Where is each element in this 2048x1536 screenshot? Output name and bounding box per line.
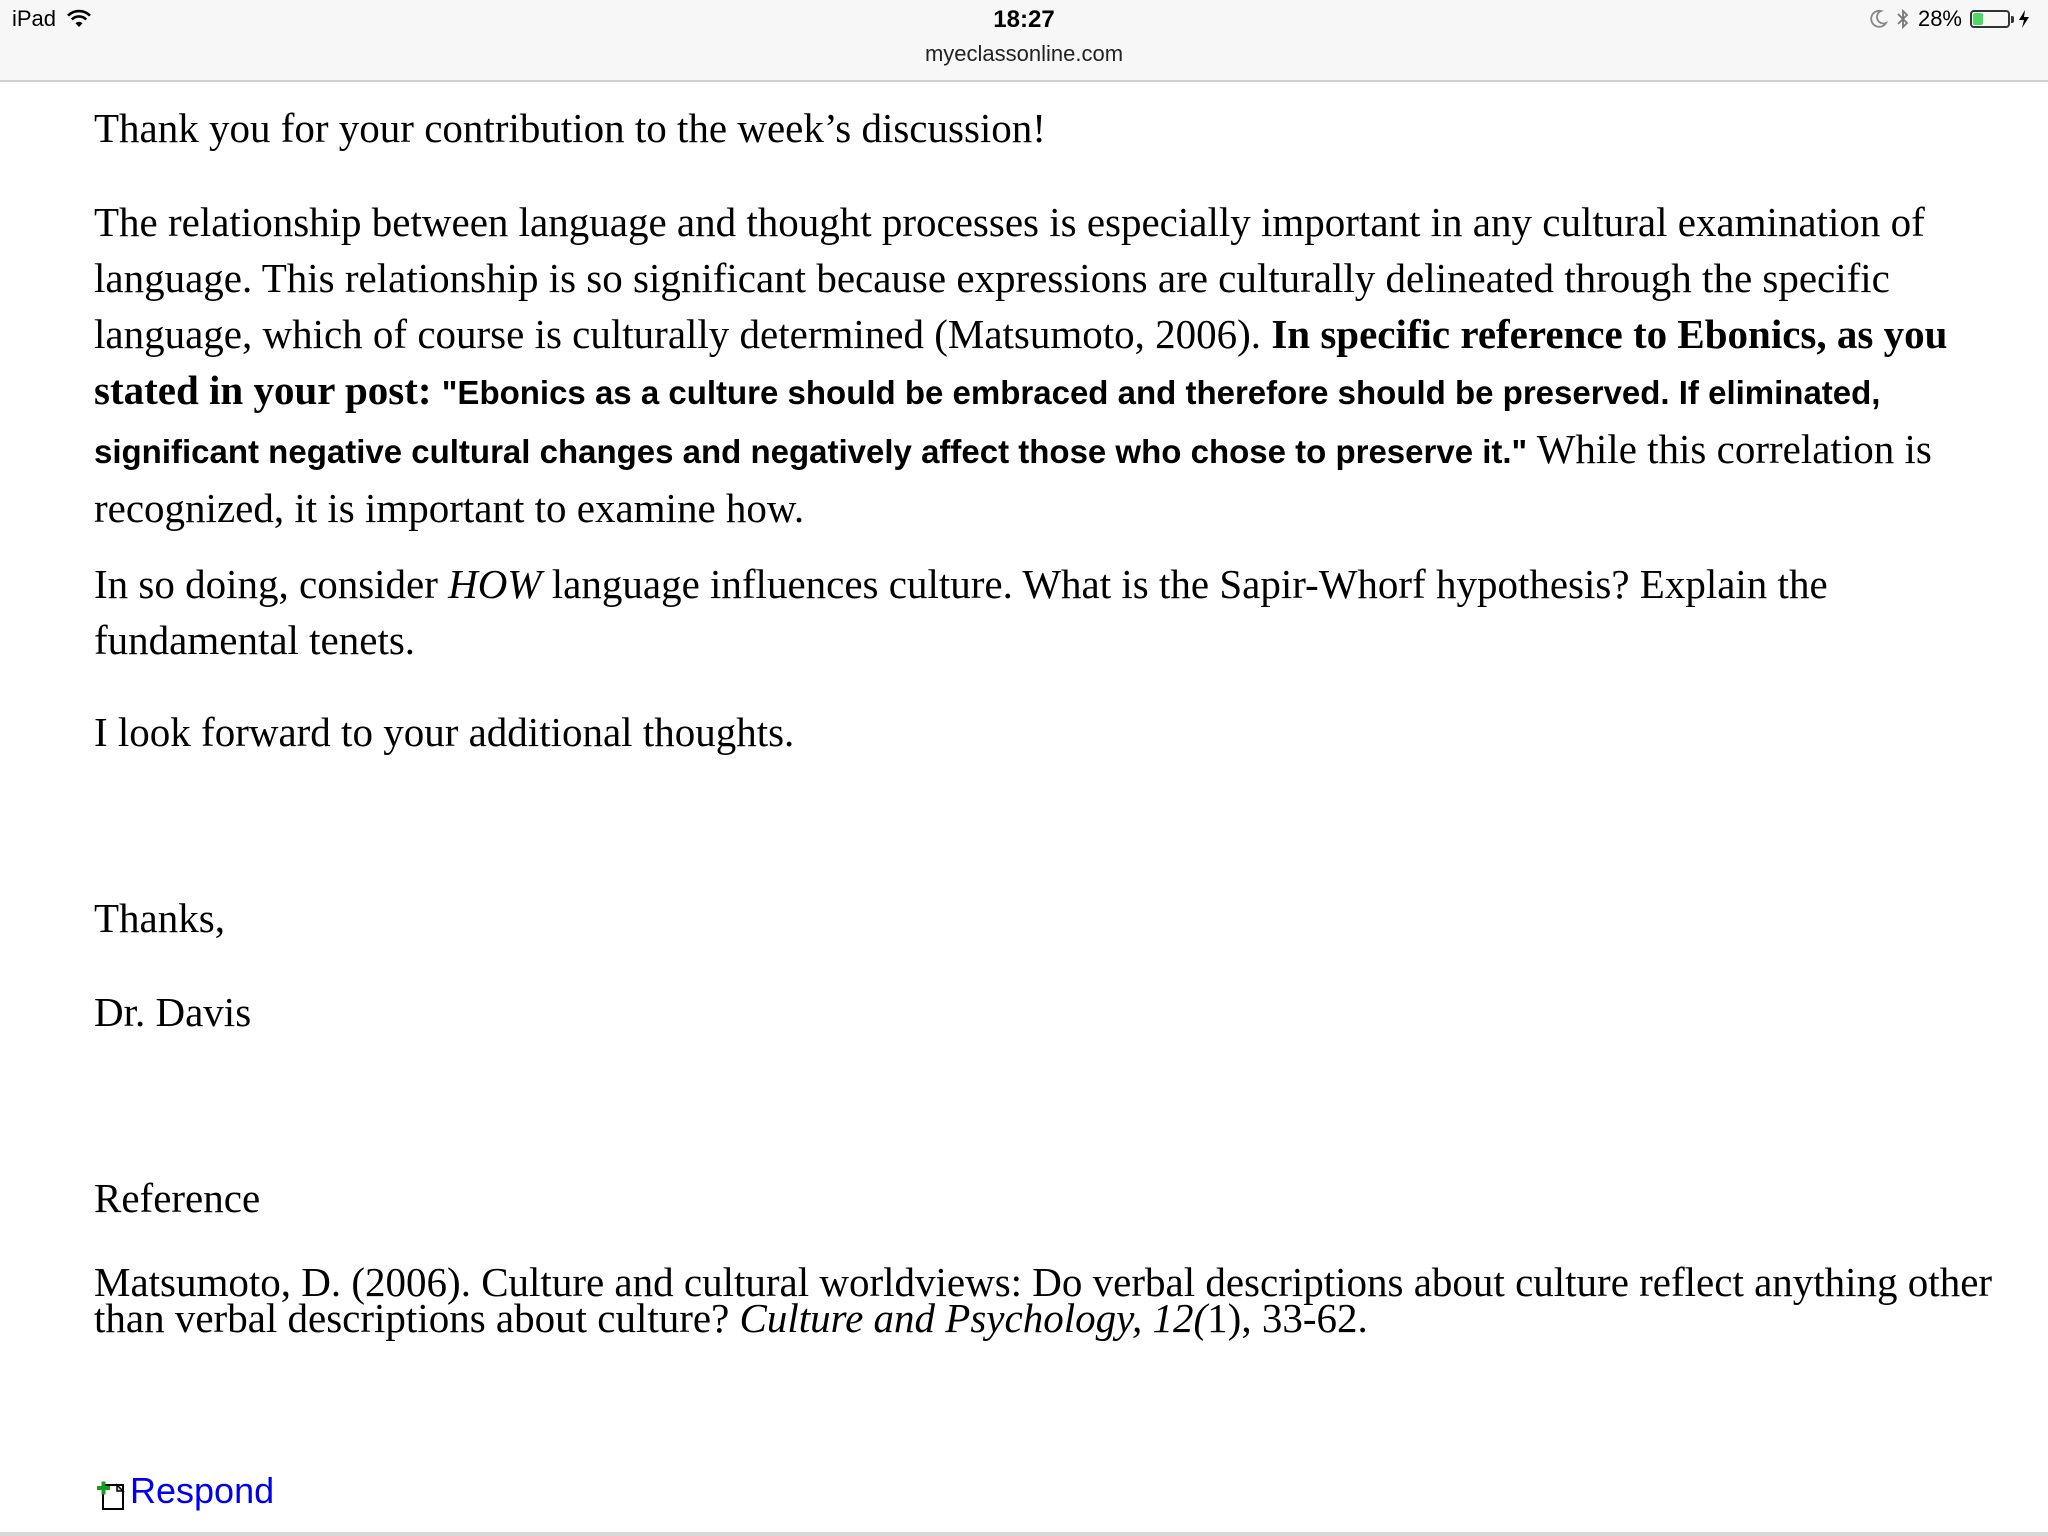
respond-label[interactable]: Respond — [130, 1470, 275, 1511]
battery-percent: 28% — [1917, 6, 1962, 31]
battery-level — [1973, 13, 1983, 25]
bottom-divider — [0, 1532, 2048, 1536]
question-text-end: language influences culture. What is the Sapir-Whorf hypothesis? Explain the fundamental tenets. — [94, 561, 1828, 663]
analysis-conclusion: While this correlation is recognized, it is important to examine how. — [94, 426, 1932, 531]
analysis-paragraph — [94, 194, 1994, 536]
question-text-start: In so doing, consider — [94, 561, 449, 607]
closing: Thanks, — [94, 895, 225, 941]
citation-journal: Culture and Psychology, 12( — [739, 1295, 1208, 1341]
device-label: iPad — [12, 6, 57, 31]
respond-link[interactable] — [94, 1470, 274, 1512]
signature: Dr. Davis — [94, 989, 252, 1035]
bluetooth-icon — [1896, 8, 1910, 30]
battery-icon — [1970, 10, 2010, 28]
citation-issue: 1), 33-62. — [1207, 1295, 1368, 1341]
citation-text: Matsumoto, D. (2006). Culture and cultural worldviews: Do verbal descriptions about culture reflect anything other than verbal descriptions about culture? — [94, 1259, 1993, 1341]
quoted-post: "Ebonics as a culture should be embraced and therefore should be preserved. If eliminated, significant negative cultural changes and negatively affect those who chose to preserve it." — [94, 374, 1881, 470]
moon-icon — [1868, 9, 1888, 29]
address-url[interactable]: myeclassonline.com — [924, 41, 1124, 66]
status-right — [1868, 6, 2030, 32]
analysis-text: The relationship between language and thought processes is especially important in any cultural examination of language. This relationship is so significant because expressions are culturally delineated through the specific language, which of course is culturally determined (Matsumoto, 2006). — [94, 199, 1925, 357]
question-emphasis: HOW — [448, 561, 542, 607]
greeting-paragraph: Thank you for your contribution to the week’s discussion! — [94, 105, 1046, 151]
forward-paragraph: I look forward to your additional thoughts. — [94, 709, 795, 755]
status-bar — [0, 0, 2048, 82]
reference-heading: Reference — [94, 1175, 261, 1221]
charging-icon — [2018, 9, 2030, 29]
question-paragraph — [94, 556, 1994, 668]
analysis-bold-intro: In specific reference to Ebonics, as you stated in your post: — [94, 311, 1948, 413]
add-document-icon — [94, 1478, 128, 1512]
status-time: 18:27 — [993, 6, 1055, 33]
reference-citation — [94, 1259, 1994, 1341]
